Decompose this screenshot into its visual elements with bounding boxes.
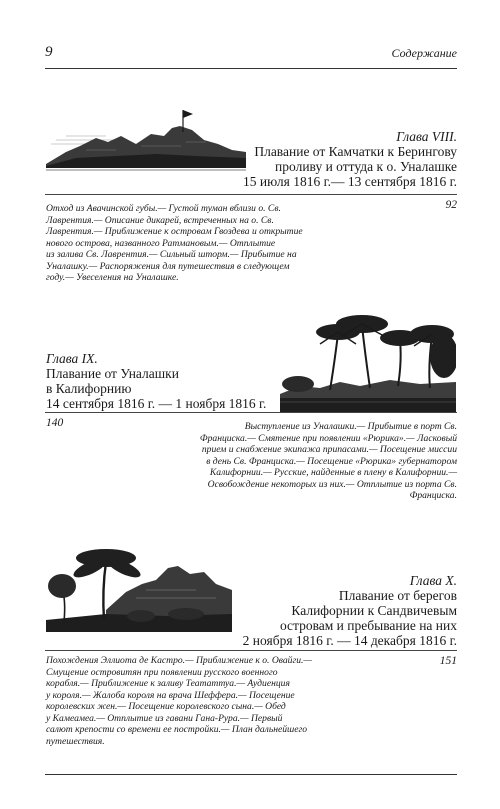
summary-line: в день Св. Франциска.— Посещение «Рюрика» губернатором xyxy=(206,455,457,467)
summary-line: Франциска. xyxy=(409,490,457,501)
chapter-rule xyxy=(45,412,457,413)
chapter-title xyxy=(243,588,457,648)
chapter-summary xyxy=(46,203,303,284)
chapter-rule xyxy=(45,194,457,195)
chapter-title-line: в Калифорнию xyxy=(46,381,132,396)
illustration-mountain-coast xyxy=(46,106,246,174)
chapter-title-line: 14 сентября 1816 г. — 1 ноября 1816 г. xyxy=(46,396,267,411)
chapter-title-line: 15 июля 1816 г.— 13 сентября 1816 г. xyxy=(243,174,457,189)
header-rule xyxy=(45,68,457,69)
summary-line: прием и снабжение экипажа припасами.— Посещение миссии xyxy=(201,444,457,455)
chapter-title-line: Плавание от Камчатки к Берингову xyxy=(254,144,457,159)
summary-line: Смущение островитян при появлении русского военного xyxy=(46,666,278,678)
chapter-rule xyxy=(45,650,457,651)
summary-line: нового острова, названного Ратмановым.— Отплытие xyxy=(46,237,276,249)
chapter-summary xyxy=(200,421,457,502)
illustration-palm-shore xyxy=(280,306,456,412)
summary-line: путешествия. xyxy=(46,735,105,747)
summary-line: Похождения Эллиота де Кастро.— Приближение к о. Овайги.— xyxy=(46,655,312,666)
running-title: Содержание xyxy=(391,46,457,60)
summary-line: Лаврентия.— Описание дикарей, встреченных на о. Св. xyxy=(46,214,274,226)
chapter-label: Глава VIII. xyxy=(396,129,457,144)
summary-line: королевских жен.— Посещение королевского сына.— Обед xyxy=(46,701,286,712)
summary-line: Освобождение некоторых из них.— Отплытие из порта Св. xyxy=(207,478,457,490)
summary-line: из залива Св. Лаврентия.— Сильный шторм.— Прибытие на xyxy=(46,249,297,260)
chapter-title-line: Плавание от Уналашки xyxy=(46,366,179,381)
summary-line: Отход из Авачинской губы.— Густой туман вблизи о. Св. xyxy=(46,203,281,214)
summary-line: Уналашку.— Распоряжения для путешествия в следующем xyxy=(46,260,290,272)
chapter-label: Глава IX. xyxy=(46,351,98,366)
summary-line: Франциска.— Смятение при появлении «Рюрика».— Ласковый xyxy=(199,432,457,444)
chapter-page-number: 140 xyxy=(46,417,64,429)
summary-line: году.— Увеселения на Уналашке. xyxy=(46,272,179,283)
chapter-title-line: 2 ноября 1816 г. — 14 декабря 1816 г. xyxy=(242,633,457,648)
summary-line: у Камеамеа.— Отплытие из гавани Гана-Рура.— Первый xyxy=(46,712,283,724)
chapter-title xyxy=(46,366,266,411)
summary-line: Выступление из Уналашки.— Прибытие в порт Св. xyxy=(244,421,457,432)
summary-line: корабля.— Приближение к заливу Теататтуа.— Аудиенция xyxy=(46,678,290,689)
summary-line: Калифорнии.— Русские, найденные в плену в Калифорнии.— xyxy=(209,467,457,478)
chapter-title-line: островам и пребывание на них xyxy=(279,618,457,633)
chapter-label: Глава X. xyxy=(409,573,457,588)
summary-line: Лаврентия.— Приближение к островам Гвоздева и открытие xyxy=(46,226,303,237)
chapter-title-line: проливу и оттуда к о. Уналашке xyxy=(275,159,457,174)
chapter-title-line: Плавание от берегов xyxy=(338,588,457,603)
chapter-summary xyxy=(46,655,312,747)
page-number: 9 xyxy=(45,44,53,60)
footer-rule xyxy=(45,774,457,775)
summary-line: у короля.— Жалоба короля на врача Шеффера.— Посещение xyxy=(46,689,295,701)
chapter-page-number: 151 xyxy=(439,655,457,667)
chapter-page-number: 92 xyxy=(445,199,457,211)
illustration-palm-mountains xyxy=(46,540,232,632)
chapter-title-line: Калифорнии к Сандвичевым xyxy=(291,603,457,618)
summary-line: салют крепости со времени ее постройки.— План дальнейшего xyxy=(46,724,308,735)
chapter-title xyxy=(243,144,457,189)
